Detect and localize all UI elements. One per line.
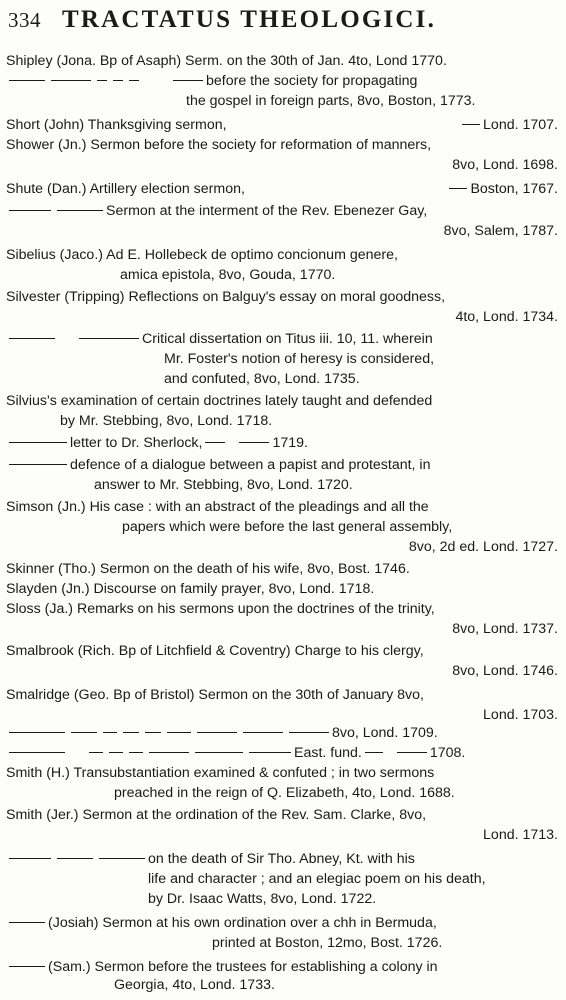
text-run: (Josiah) Sermon at his own ordination over a chh in Bermuda, [48,915,437,931]
text-run: Slayden (Jn.) Discourse on family prayer, 8vo, Lond. 1718. [6,581,375,597]
entry-line [6,136,431,154]
entry-line [452,620,558,638]
text-run: preached in the reign of Q. Elizabeth, 4to, Lond. 1688. [114,785,455,801]
ditto-rule [9,210,51,211]
ditto-rule [173,80,203,81]
entry-line [6,850,415,868]
entry-line [6,958,438,976]
ditto-rule [123,732,139,733]
text-run: Shower (Jn.) Sermon before the society for reformation of manners, [6,137,432,153]
entry-line [6,806,426,824]
ditto-rule [205,442,225,443]
ditto-rule [145,732,161,733]
entry-line [120,266,335,284]
page-header [6,2,560,42]
entry-line [6,180,245,198]
entry-line [6,498,429,516]
ditto-rule [9,338,55,339]
entry-line [483,706,558,724]
text-run: Sibelius (Jaco.) Ad E. Hollebeck de optimo concionum genere, [6,247,398,263]
ditto-rule [129,80,139,81]
entry-line [114,976,275,994]
ditto-rule [449,188,467,189]
ditto-rule [129,752,143,753]
entry-line [444,222,558,240]
text-run: 8vo, 2d ed. Lond. 1727. [408,539,558,555]
entry-line [459,116,558,134]
entry-line [452,662,558,680]
entry-line [452,156,558,174]
text-run: papers which were before the last general assembly, [122,519,453,535]
entry-line [186,92,475,110]
ditto-rule [289,732,329,733]
entry-line [6,724,438,742]
ditto-rule [9,966,45,967]
ditto-rule [57,858,93,859]
ditto-rule [9,922,45,923]
entry-line [6,246,398,264]
text-run: Short (John) Thanksgiving sermon, [6,117,227,133]
entry-line [6,392,432,410]
entry-line [6,914,437,932]
text-run: by Dr. Isaac Watts, 8vo, Lond. 1722. [148,891,377,907]
text-run: Smalbrook (Rich. Bp of Litchfield & Coventry) Charge to his clergy, [6,643,424,659]
ditto-rule [197,732,237,733]
text-run: (Sam.) Sermon before the trustees for establishing a colony in [48,959,438,975]
text-run: Lond. 1707. [483,117,558,133]
ditto-rule [113,80,123,81]
entry-line [6,202,427,220]
text-run: life and character ; and an elegiac poem on his death, [148,871,486,887]
text-run: Silvius's examination of certain doctrines lately taught and defended [6,393,433,409]
text-run: Smith (Jer.) Sermon at the ordination of the Rev. Sam. Clarke, 8vo, [6,807,427,823]
text-run: Shipley (Jona. Bp of Asaph) Serm. on the 30th of Jan. 4to, Lond 1770. [6,53,447,69]
text-run: by Mr. Stebbing, 8vo, Lond. 1718. [60,413,273,429]
ditto-rule [167,732,191,733]
entry-line [6,116,227,134]
text-run: 8vo, Lond. 1737. [452,621,558,637]
entry-line [164,350,434,368]
ditto-rule [57,210,103,211]
text-run: letter to Dr. Sherlock, [70,435,203,451]
text-run: Boston, 1767. [470,181,558,197]
entry-line [122,518,452,536]
ditto-rule [397,752,427,753]
ditto-rule [149,752,189,753]
entry-line [6,72,417,90]
entry-line [212,934,442,952]
text-run: Critical dissertation on Titus iii. 10, 11. wherein [142,331,433,347]
entry-line [409,538,558,556]
ditto-rule [71,732,97,733]
text-run: 8vo, Lond. 1709. [332,725,438,741]
entry-line [94,476,353,494]
entry-line [446,180,558,198]
ditto-rule [462,124,480,125]
text-run: 1708. [429,745,466,761]
ditto-rule [365,752,383,753]
entry-line [114,784,455,802]
text-run: and confuted, 8vo, Lond. 1735. [164,371,360,387]
text-run: Lond. 1713. [483,827,558,843]
text-run: 8vo, Lond. 1746. [452,663,558,679]
text-run: East. fund. [294,745,362,761]
ditto-rule [9,858,51,859]
entry-line [164,370,360,388]
text-run: Sermon at the interment of the Rev. Ebenezer Gay, [106,203,428,219]
ditto-rule [97,80,107,81]
entry-line [6,600,435,618]
entry-line [6,434,308,452]
text-run: Shute (Dan.) Artillery election sermon, [6,181,245,197]
entry-line [60,412,272,430]
text-run: Georgia, 4to, Lond. 1733. [114,977,275,993]
text-run: defence of a dialogue between a papist and protestant, in [70,457,431,473]
entry-line [6,764,434,782]
entry-line [6,288,445,306]
text-run: Skinner (Tho.) Sermon on the death of his wife, 8vo, Bost. 1746. [6,561,410,577]
ditto-rule [249,752,291,753]
entry-line [6,686,424,704]
text-run: answer to Mr. Stebbing, 8vo, Lond. 1720. [94,477,353,493]
ditto-rule [9,442,67,443]
running-title: TRACTATUS THEOLOGICI. [62,6,437,33]
ditto-rule [239,442,269,443]
entry-line [6,580,374,598]
text-run: Silvester (Tripping) Reflections on Balguy's essay on moral goodness, [6,289,446,305]
entry-line [6,52,447,70]
ditto-rule [99,858,145,859]
text-run: 4to, Lond. 1734. [455,309,558,325]
ditto-rule [243,732,283,733]
ditto-rule [9,752,65,753]
ditto-rule [9,464,67,465]
ditto-rule [109,752,123,753]
text-run: 1719. [272,435,308,451]
text-run: 8vo, Salem, 1787. [443,223,558,239]
entry-line [6,330,433,348]
text-run: 8vo, Lond. 1698. [452,157,558,173]
ditto-rule [9,80,45,81]
entry-line [6,744,465,762]
entry-line [148,890,376,908]
text-run: amica epistola, 8vo, Gouda, 1770. [120,267,336,283]
text-run: Sloss (Ja.) Remarks on his sermons upon the doctrines of the trinity, [6,601,435,617]
text-run: printed at Boston, 12mo, Bost. 1726. [212,935,443,951]
text-run: Smith (H.) Transubstantiation examined & confuted ; in two sermons [6,765,435,781]
text-run: on the death of Sir Tho. Abney, Kt. with his [148,851,415,867]
text-run: the gospel in foreign parts, 8vo, Boston, 1773. [186,93,476,109]
ditto-rule [89,752,103,753]
entry-line [6,560,410,578]
text-run: Mr. Foster's notion of heresy is considered, [164,351,435,367]
entry-line [148,870,486,888]
page-number: 334 [8,8,41,32]
ditto-rule [79,338,139,339]
entry-line [455,308,558,326]
ditto-rule [51,80,91,81]
ditto-rule [9,732,65,733]
text-run: Simson (Jn.) His case : with an abstract of the pleadings and all the [6,499,429,515]
entry-line [483,826,558,844]
entry-line [6,456,430,474]
entry-line [6,642,424,660]
text-run: Smalridge (Geo. Bp of Bristol) Sermon on the 30th of January 8vo, [6,687,424,703]
text-run: Lond. 1703. [483,707,558,723]
ditto-rule [195,752,243,753]
text-run: before the society for propagating [206,73,418,89]
ditto-rule [103,732,117,733]
